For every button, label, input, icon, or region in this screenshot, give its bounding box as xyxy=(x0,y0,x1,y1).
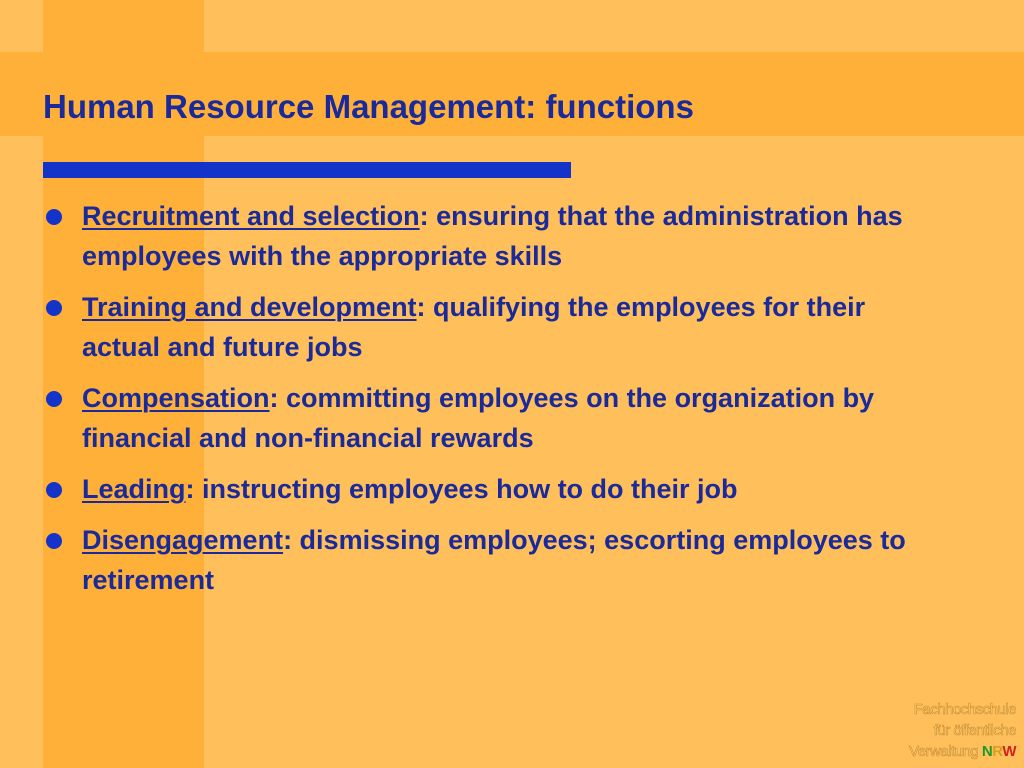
bullet-dot-icon xyxy=(46,209,62,225)
bullet-dot-icon xyxy=(46,300,62,316)
bullet-term: Recruitment and selection xyxy=(82,201,420,231)
bullet-text: : committing employees on the organization by financial and non-financial rewards xyxy=(82,383,875,453)
institution-logo xyxy=(909,699,1016,762)
bullet-term: Training and development xyxy=(82,292,417,322)
bullet-dot-icon xyxy=(46,482,62,498)
slide-title: Human Resource Management: functions xyxy=(43,88,694,125)
bullet-text: : qualifying the employees for their actual and future jobs xyxy=(82,292,866,362)
bullet-list xyxy=(43,196,943,611)
logo-line-3 xyxy=(909,741,1016,762)
bullet-term: Leading xyxy=(82,474,186,504)
logo-nrw-r: R xyxy=(992,743,1003,760)
bullet-term: Disengagement xyxy=(82,525,284,555)
bullet-item-compensation xyxy=(43,378,943,458)
logo-line-1: Fachhochschule xyxy=(913,701,1016,718)
bullet-dot-icon xyxy=(46,533,62,549)
logo-nrw-w: W xyxy=(1002,743,1016,760)
bullet-item-recruitment xyxy=(43,196,943,276)
title-underline-bar xyxy=(43,162,571,178)
bullet-text: : instructing employees how to do their job xyxy=(185,474,738,504)
logo-line-2: für öffentliche xyxy=(933,722,1016,739)
logo-line-3-text: Verwaltung xyxy=(909,743,979,760)
bullet-item-disengagement xyxy=(43,520,943,600)
bullet-item-training xyxy=(43,287,943,367)
bullet-text: : ensuring that the administration has employees with the appropriate skills xyxy=(82,201,903,271)
bullet-dot-icon xyxy=(46,391,62,407)
bullet-text: : dismissing employees; escorting employees to retirement xyxy=(82,525,906,595)
bullet-item-leading xyxy=(43,469,943,509)
logo-nrw-n: N xyxy=(981,743,993,760)
bullet-term: Compensation xyxy=(82,383,270,413)
